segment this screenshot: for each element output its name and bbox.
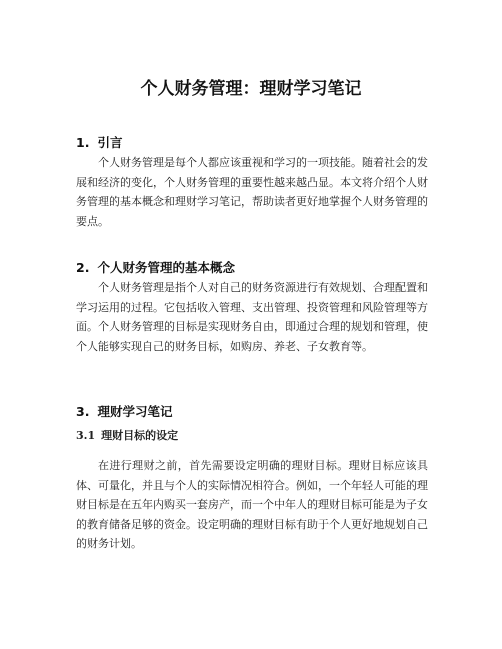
section-heading-intro xyxy=(76,135,122,151)
section-heading-basic-concepts xyxy=(76,260,235,276)
section-paragraph-intro: 个人财务管理是每个人都应该重视和学习的一项技能。随着社会的发展和经济的变化，个人财务管理的重要性越来越凸显。本文将介绍个人财务管理的基本概念和理财学习笔记，帮助读者更好地掌握个人财务管理的要点。 xyxy=(76,156,428,228)
section-number: 1. xyxy=(76,135,90,150)
subsection-title: 理财目标的设定 xyxy=(101,429,179,442)
section-number: 3. xyxy=(76,404,90,419)
section-title: 理财学习笔记 xyxy=(97,404,173,419)
section-title: 引言 xyxy=(97,135,123,150)
section-title: 个人财务管理的基本概念 xyxy=(97,260,235,275)
section-number: 2. xyxy=(76,260,90,275)
subsection-number: 3.1 xyxy=(76,429,96,442)
document-title: 个人财务管理：理财学习笔记 xyxy=(140,79,362,99)
section-heading-study-notes xyxy=(76,404,172,420)
section-paragraph-basic-concepts: 个人财务管理是指个人对自己的财务资源进行有效规划、合理配置和学习运用的过程。它包括收入管理、支出管理、投资管理和风险管理等方面。个人财务管理的目标是实现财务自由，即通过合理的规划和管理，使个人能够实现自己的财务目标，如购房、养老、子女教育等。 xyxy=(76,281,428,353)
subsection-heading-goal-setting xyxy=(76,429,178,443)
subsection-paragraph-goal-setting: 在进行理财之前，首先需要设定明确的理财目标。理财目标应该具体、可量化，并且与个人的实际情况相符合。例如，一个年轻人可能的理财目标是在五年内购买一套房产，而一个中年人的理财目标可能是为子女的教育储备足够的资金。设定明确的理财目标有助于个人更好地规划自己的财务计划。 xyxy=(76,459,428,550)
